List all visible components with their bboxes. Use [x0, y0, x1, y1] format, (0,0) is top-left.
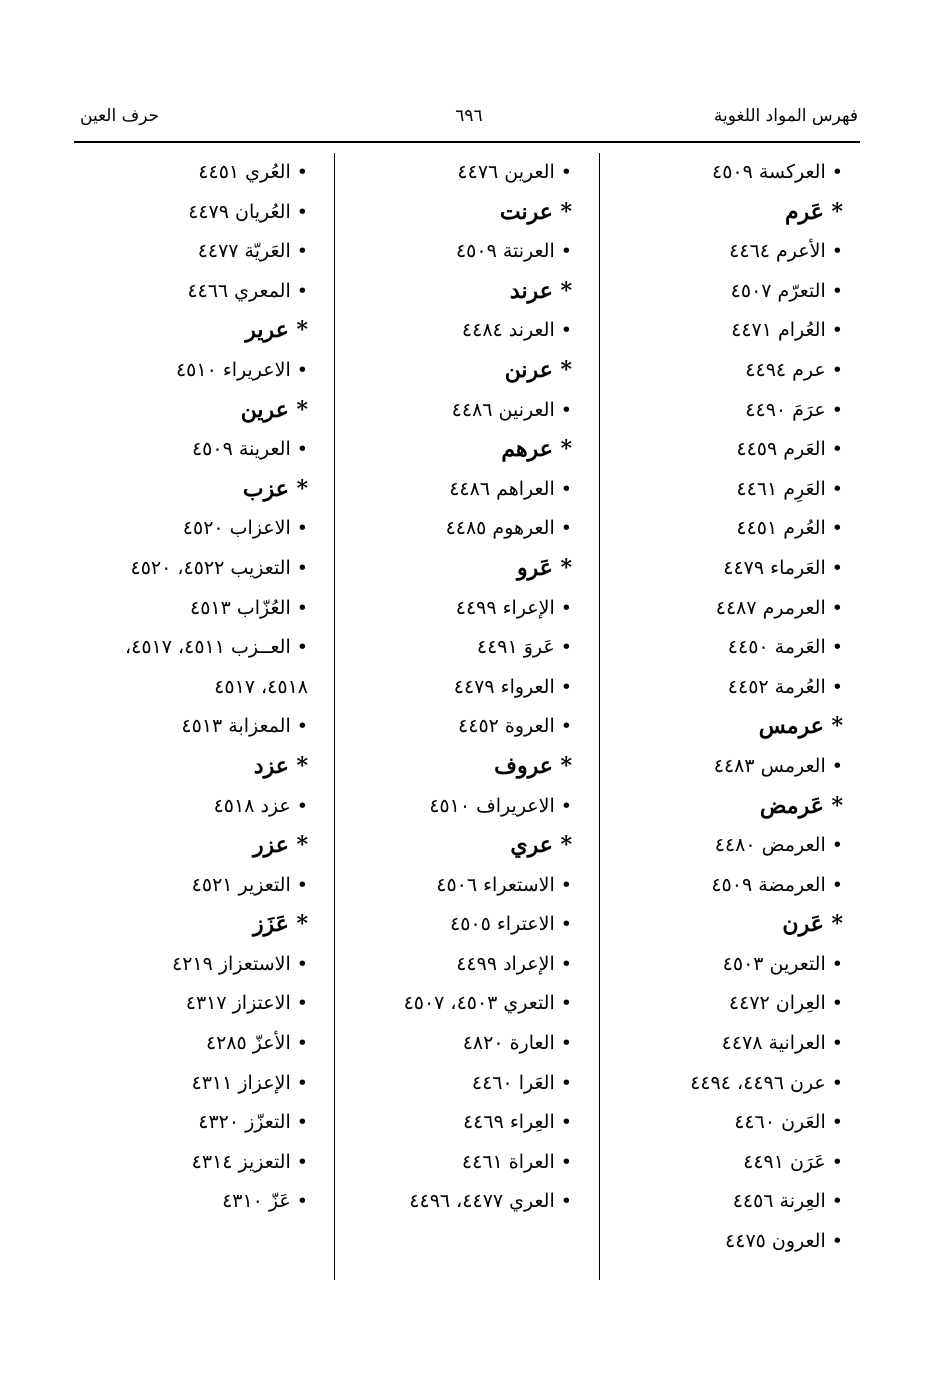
index-entry: • المعزابة ٤٥١٣: [181, 715, 308, 738]
root-heading: * عرير: [245, 317, 308, 344]
index-entry: • العروة ٤٤٥٢: [458, 715, 572, 738]
index-entry: • العُرمة ٤٤٥٢: [727, 675, 843, 698]
header-section-title: فهرس المواد اللغوية: [713, 106, 858, 126]
index-entry: • العري ٤٤٧٧، ٤٤٩٦: [409, 1190, 572, 1213]
index-entry: • التعزيب ٤٥٢٢، ٤٥٢٠: [130, 556, 308, 579]
header-rule: [74, 141, 860, 143]
index-entry: • العرمض ٤٤٨٠: [714, 834, 843, 857]
index-entry: • العَريّة ٤٤٧٧: [197, 240, 308, 263]
index-entry: • العِراء ٤٤٦٩: [462, 1111, 572, 1134]
index-entry: • العرند ٤٤٨٤: [461, 319, 572, 342]
index-entry: • عرَمَ ٤٤٩٠: [745, 398, 843, 421]
index-entry: • العُريان ٤٤٧٩: [188, 200, 308, 223]
root-heading: * عرمس: [758, 713, 843, 740]
index-entry: • التعزّز ٤٣٢٠: [198, 1111, 308, 1134]
index-entry: • الأعزّ ٤٢٨٥: [205, 1032, 308, 1055]
index-entry: • العرين ٤٤٧٦: [457, 161, 572, 183]
index-entry: • العارة ٤٨٢٠: [462, 1032, 572, 1055]
root-heading: * عري: [510, 832, 572, 859]
index-entry: • العُزّاب ٤٥١٣: [190, 596, 308, 619]
root-heading: * عروف: [494, 752, 572, 779]
index-entry: • الإعراء ٤٤٩٩: [455, 596, 572, 619]
index-entry: • العِرنة ٤٤٥٦: [732, 1190, 843, 1213]
index-entry: • العَرن ٤٤٦٠: [734, 1111, 843, 1134]
index-entry: • عزد ٤٥١٨: [213, 794, 308, 817]
index-entry: • عرم ٤٤٩٤: [745, 358, 843, 381]
index-entry: • العراهم ٤٤٨٦: [449, 477, 572, 500]
index-entry: • العرون ٤٤٧٥: [725, 1230, 843, 1253]
index-entry: • العَرم ٤٤٥٩: [736, 438, 843, 461]
index-entry: • العِران ٤٤٧٢: [728, 992, 843, 1015]
root-heading: * عَرو: [516, 554, 572, 581]
root-heading: * عرنن: [504, 356, 572, 383]
root-heading: * عرنت: [499, 198, 572, 225]
index-entry: • الاستعزاز ٤٢١٩: [172, 952, 308, 975]
index-entry: • التعزيز ٤٣١٤: [191, 1150, 308, 1173]
root-heading: * عَرم: [784, 198, 843, 225]
root-heading: * عزب: [242, 475, 308, 502]
index-entry: ٤٥١٨، ٤٥١٧: [214, 675, 308, 698]
root-heading: * عزر: [252, 832, 308, 859]
index-entry: • التعري ٤٥٠٣، ٤٥٠٧: [403, 992, 572, 1015]
running-header: [80, 100, 858, 134]
index-entry: • الاعريراء ٤٥١٠: [175, 358, 308, 381]
root-heading: * عزد: [253, 752, 308, 779]
index-entry: • الاعزاب ٤٥٢٠: [182, 517, 308, 540]
index-entry: • الاعتراء ٤٥٠٥: [450, 913, 572, 936]
index-column-left: [58, 153, 308, 1222]
column-divider-left: [334, 153, 335, 1280]
index-entry: • العرنين ٤٤٨٦: [451, 398, 572, 421]
header-letter-title: حرف العين: [80, 106, 160, 126]
index-entry: • العَرا ٤٤٦٠: [471, 1071, 572, 1094]
index-entry: • العُرام ٤٤٧١: [731, 319, 843, 342]
index-entry: • التعزير ٤٥٢١: [191, 873, 308, 896]
index-entry: • العَرِم ٤٤٦١: [736, 477, 843, 500]
index-entry: • الإعزاز ٤٣١١: [191, 1071, 308, 1094]
root-heading: * عرين: [240, 396, 308, 423]
index-entry: • الأعرم ٤٤٦٤: [729, 240, 843, 263]
index-entry: • عرن ٤٤٩٦، ٤٤٩٤: [690, 1071, 843, 1094]
index-entry: • المعري ٤٤٦٦: [187, 279, 308, 302]
index-entry: • العرمرم ٤٤٨٧: [715, 596, 843, 619]
index-entry: • عَروَ ٤٤٩١: [476, 636, 572, 659]
index-entry: • العُري ٤٤٥١: [198, 161, 308, 183]
index-entry: • عَزّ ٤٣١٠: [222, 1190, 308, 1213]
index-entry: • العرواء ٤٤٧٩: [453, 675, 572, 698]
index-entry: • الاعريراف ٤٥١٠: [429, 794, 572, 817]
index-entry: • العراة ٤٤٦١: [461, 1150, 572, 1173]
index-entry: • الاستعراء ٤٥٠٦: [436, 873, 572, 896]
index-entry: • العرانية ٤٤٧٨: [721, 1032, 843, 1055]
index-entry: • العرينة ٤٥٠٩: [191, 438, 308, 461]
index-entry: • التعرّم ٤٥٠٧: [730, 279, 843, 302]
index-entry: • التعرين ٤٥٠٣: [722, 952, 843, 975]
index-entry: • العرهوم ٤٤٨٥: [445, 517, 572, 540]
index-entry: • العرنتة ٤٥٠٩: [455, 240, 572, 263]
page-number: ٦٩٦: [455, 106, 483, 126]
index-column-middle: [342, 153, 572, 1222]
index-entry: • الاعتزاز ٤٣١٧: [185, 992, 308, 1015]
index-entry: • العــزب ٤٥١١، ٤٥١٧،: [125, 636, 308, 659]
index-entry: • العرمضة ٤٥٠٩: [711, 873, 843, 896]
root-heading: * عرند: [509, 277, 572, 304]
index-entry: • العركسة ٤٥٠٩: [711, 161, 843, 183]
root-heading: * عَزَز: [252, 911, 308, 938]
root-heading: * عَرن: [782, 911, 843, 938]
index-entry: • عَرَن ٤٤٩١: [743, 1150, 843, 1173]
index-column-right: [593, 153, 843, 1262]
index-entry: • العَرماء ٤٤٧٩: [723, 556, 843, 579]
index-entry: • العُرم ٤٤٥١: [736, 517, 843, 540]
root-heading: * عَرمض: [759, 792, 843, 819]
index-entry: • العَرمة ٤٤٥٠: [727, 636, 843, 659]
root-heading: * عرهم: [501, 436, 572, 463]
index-entry: • الإعراد ٤٤٩٩: [456, 952, 572, 975]
index-entry: • العرمس ٤٤٨٣: [713, 754, 843, 777]
